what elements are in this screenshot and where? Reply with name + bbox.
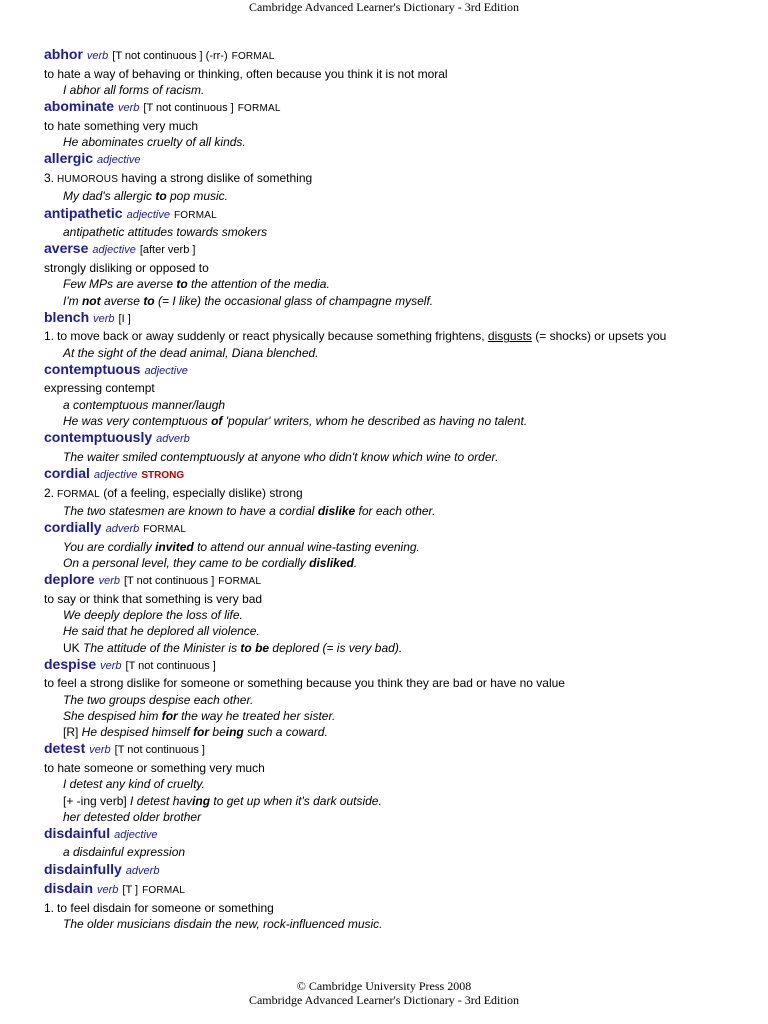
dictionary-entry: [44, 205, 756, 241]
dictionary-entry: [44, 656, 756, 741]
example-text: The attitude of the Minister is: [83, 640, 241, 655]
headword-line: [44, 46, 756, 66]
part-of-speech: adverb: [156, 433, 190, 446]
page-header: [0, 0, 768, 14]
grammar-code: [T not continuous ]: [114, 744, 205, 757]
headword[interactable]: disdain: [44, 880, 94, 897]
example-text: I detest any kind of cruelty.: [63, 777, 205, 792]
cross-reference-link[interactable]: disgusts: [487, 329, 532, 344]
footer-copyright: © Cambridge University Press 2008: [296, 979, 472, 993]
register-label: FORMAL: [218, 576, 262, 588]
headword-line: [44, 656, 756, 676]
definition: [44, 118, 756, 135]
dictionary-entry: [44, 740, 756, 825]
example-sentence: [44, 724, 756, 740]
example-text: He abominates cruelty of all kinds.: [63, 135, 246, 150]
headword-line: [44, 519, 756, 539]
headword[interactable]: detest: [44, 740, 86, 757]
sense-number: 3.: [44, 170, 55, 185]
definition: [44, 260, 756, 277]
example-text: [R]: [63, 725, 82, 740]
collocation-bold: invited: [155, 539, 194, 554]
headword-line: [44, 361, 756, 381]
grammar-code: [T not continuous ]: [143, 102, 234, 115]
definition-text: to hate someone or something very much: [44, 760, 265, 775]
collocation-bold: to: [176, 277, 188, 292]
example-text: pop music.: [166, 189, 229, 204]
dictionary-entry: [44, 465, 756, 519]
register-label: FORMAL: [237, 103, 281, 115]
definition: [44, 900, 756, 917]
definition-text: to feel a strong dislike for someone or something because you think they are bad or have no value: [44, 676, 565, 691]
part-of-speech: verb: [97, 884, 119, 897]
part-of-speech: adjective: [92, 244, 136, 257]
example-sentence: [44, 82, 756, 98]
collocation-bold: ing: [192, 793, 211, 808]
dictionary-entry: [44, 46, 756, 98]
example-text: to attend our annual wine-tasting evening.: [193, 539, 420, 554]
definition-text: to hate something very much: [44, 118, 199, 133]
dictionary-entry: [44, 150, 756, 204]
grammar-code: [I ]: [118, 312, 131, 325]
example-sentence: [44, 607, 756, 623]
example-text: deplored (= is very bad).: [269, 640, 403, 655]
grammar-code: [after verb ]: [139, 244, 196, 257]
example-text: The two groups despise each other.: [63, 692, 254, 707]
part-of-speech: verb: [86, 50, 109, 62]
example-text: to get up when it's dark outside.: [210, 793, 382, 808]
dictionary-entry: [44, 880, 756, 932]
grammar-code: [T ]: [122, 884, 139, 897]
headword-line: [44, 240, 756, 260]
headword[interactable]: cordial: [44, 465, 90, 482]
example-text: the way he treated her sister.: [177, 708, 336, 723]
grammar-code: [T not continuous ] (-rr-): [112, 50, 228, 62]
example-text: I abhor all forms of racism.: [63, 83, 205, 97]
part-of-speech: verb: [98, 575, 120, 588]
part-of-speech: adjective: [144, 364, 188, 377]
headword-line: [44, 880, 756, 900]
headword[interactable]: disdainfully: [44, 860, 122, 877]
headword-line: [44, 429, 756, 449]
example-sentence: [44, 809, 756, 825]
header-title: Cambridge Advanced Learner's Dictionary - 3rd Edition: [248, 0, 520, 14]
headword-line: [44, 571, 756, 591]
dictionary-entry: [44, 309, 756, 361]
example-text: He was very contemptuous: [63, 414, 212, 429]
headword[interactable]: blench: [44, 308, 90, 325]
collocation-bold: to be: [240, 640, 270, 655]
headword[interactable]: deplore: [44, 571, 95, 588]
example-sentence: [44, 640, 756, 656]
example-sentence: [44, 224, 756, 240]
example-sentence: [44, 188, 756, 204]
example-sentence: [44, 276, 756, 292]
collocation-bold: dislike: [317, 504, 356, 519]
sense-number: 1.: [44, 900, 55, 915]
headword[interactable]: disdainful: [44, 824, 111, 841]
definition: [44, 380, 756, 397]
headword-line: [44, 150, 756, 170]
definition-text: having a strong dislike of something: [121, 170, 313, 185]
page-footer: [0, 979, 768, 1007]
definition: [44, 675, 756, 692]
example-text: I detest hav: [130, 793, 193, 808]
example-sentence: [44, 776, 756, 792]
example-text: such a coward.: [243, 725, 328, 740]
dictionary-entry: [44, 429, 756, 465]
example-text: I'm: [63, 293, 82, 308]
definition: [44, 485, 756, 504]
dictionary-entry: [44, 240, 756, 308]
example-text: The waiter smiled contemptuously at anyone who didn't know which wine to order.: [63, 449, 499, 464]
sense-number: 1.: [44, 329, 55, 344]
grammar-code: [T not continuous ]: [123, 575, 215, 588]
part-of-speech: adjective: [114, 828, 158, 841]
headword[interactable]: averse: [44, 240, 89, 257]
collocation-bold: for: [161, 708, 178, 723]
headword-line: [44, 465, 756, 485]
register-label: FORMAL: [174, 209, 217, 221]
headword[interactable]: contemptuously: [44, 429, 153, 446]
register-label: FORMAL: [142, 885, 185, 897]
headword[interactable]: abhor: [44, 46, 83, 62]
definition-text: to feel disdain for someone or something: [57, 900, 274, 915]
example-text: a contemptuous manner/laugh: [63, 397, 226, 412]
example-sentence: [44, 623, 756, 639]
example-sentence: [44, 844, 756, 860]
sense-number: 2.: [44, 485, 55, 500]
definition-text-continued: (= shocks) or upsets you: [531, 329, 667, 344]
definition: [44, 591, 756, 608]
definition-text: to move back or away suddenly or react physically because something frightens,: [57, 329, 488, 344]
headword-line: [44, 98, 756, 118]
example-sentence: [44, 449, 756, 465]
dictionary-entry: [44, 98, 756, 150]
definition-text: strongly disliking or opposed to: [44, 260, 209, 275]
headword-line: [44, 825, 756, 845]
example-sentence: [44, 708, 756, 724]
headword-line: [44, 861, 756, 881]
dictionary-entries: [44, 46, 756, 932]
collocation-bold: disliked: [309, 555, 354, 570]
example-sentence: [44, 134, 756, 150]
example-text: the attention of the media.: [187, 277, 330, 292]
example-text: .: [353, 555, 358, 570]
example-sentence: [44, 916, 756, 932]
example-text: UK: [63, 640, 84, 655]
example-text: My dad's allergic: [63, 189, 156, 204]
definition-text: (of a feeling, especially dislike) strong: [103, 485, 303, 500]
example-text: He said that he deplored all violence.: [63, 624, 260, 639]
sense-label: FORMAL: [57, 488, 100, 500]
example-text: 'popular' writers, whom he described as having no talent.: [222, 414, 528, 429]
part-of-speech: adjective: [126, 208, 170, 221]
example-text: antipathetic attitudes towards smokers: [63, 225, 268, 240]
definition-text: to say or think that something is very bad: [44, 591, 263, 606]
register-label: FORMAL: [231, 51, 275, 62]
example-text: He despised himself: [81, 725, 194, 740]
collocation-bold: of: [211, 414, 223, 429]
part-of-speech: verb: [93, 312, 115, 325]
example-text: averse: [100, 293, 144, 308]
example-sentence: [44, 793, 756, 809]
example-text: She despised him: [63, 708, 162, 723]
part-of-speech: verb: [100, 659, 122, 672]
dictionary-entry: [44, 519, 756, 571]
collocation-bold: to: [155, 189, 167, 204]
dictionary-entry: [44, 361, 756, 429]
strength-label: STRONG: [141, 470, 185, 482]
example-text: [+ -ing verb]: [63, 793, 131, 808]
collocation-bold: for: [193, 725, 210, 740]
example-text: for each other.: [355, 504, 436, 519]
sense-label: HUMOROUS: [57, 173, 119, 185]
example-text: Few MPs are averse: [63, 277, 177, 292]
example-text: The older musicians disdain the new, rock-influenced music.: [63, 917, 383, 932]
example-sentence: [44, 293, 756, 309]
headword-line: [44, 740, 756, 760]
example-text: her detested older brother: [63, 809, 202, 824]
dictionary-entry: [44, 571, 756, 656]
headword-line: [44, 205, 756, 225]
example-text: At the sight of the dead animal, Diana blenched.: [63, 345, 319, 360]
example-text: (= I like) the occasional glass of champagne myself.: [154, 293, 434, 308]
headword[interactable]: abominate: [44, 98, 115, 115]
example-text: a disdainful expression: [63, 845, 186, 860]
footer-title: Cambridge Advanced Learner's Dictionary - 3rd Edition: [248, 993, 520, 1007]
example-sentence: [44, 692, 756, 708]
example-sentence: [44, 413, 756, 429]
definition: [44, 170, 756, 189]
example-sentence: [44, 503, 756, 519]
example-text: be: [209, 725, 226, 740]
definition-text: expressing contempt: [44, 381, 155, 396]
part-of-speech: adjective: [93, 469, 138, 482]
part-of-speech: adjective: [97, 154, 141, 167]
example-text: We deeply deplore the loss of life.: [63, 608, 243, 623]
dictionary-entry: [44, 861, 756, 881]
headword-line: [44, 309, 756, 329]
part-of-speech: adverb: [125, 864, 160, 877]
part-of-speech: adverb: [105, 523, 140, 536]
dictionary-entry: [44, 825, 756, 861]
headword[interactable]: despise: [44, 655, 97, 672]
collocation-bold: not: [81, 293, 101, 308]
example-sentence: [44, 345, 756, 361]
example-text: The two statesmen are known to have a cordial: [63, 504, 318, 519]
register-label: FORMAL: [143, 524, 187, 536]
part-of-speech: verb: [89, 744, 111, 757]
example-sentence: [44, 555, 756, 571]
example-text: You are cordially: [63, 539, 156, 554]
definition: [44, 760, 756, 777]
definition: [44, 66, 756, 83]
headword[interactable]: antipathetic: [44, 204, 123, 221]
definition: [44, 328, 756, 345]
example-sentence: [44, 397, 756, 413]
grammar-code: [T not continuous ]: [125, 659, 216, 672]
headword[interactable]: cordially: [44, 519, 102, 536]
headword[interactable]: allergic: [44, 150, 94, 167]
collocation-bold: to: [143, 293, 155, 308]
definition-text: to hate a way of behaving or thinking, often because you think it is not moral: [44, 66, 448, 81]
headword[interactable]: contemptuous: [44, 360, 141, 377]
part-of-speech: verb: [118, 102, 140, 115]
example-sentence: [44, 539, 756, 555]
collocation-bold: ing: [225, 725, 244, 740]
example-text: On a personal level, they came to be cordially: [63, 555, 310, 570]
